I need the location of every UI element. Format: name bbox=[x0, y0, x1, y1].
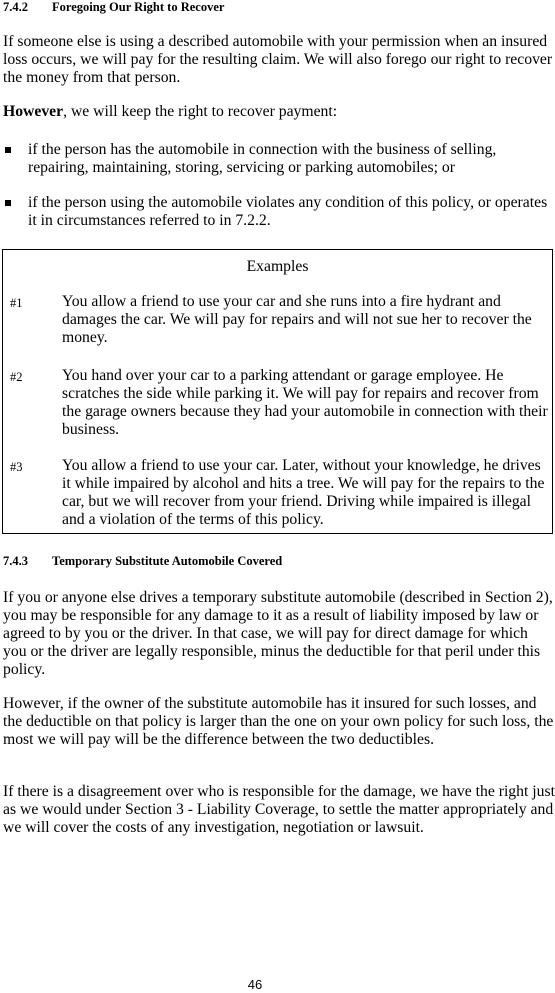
example-text: You allow a friend to use your car and she runs into a fire hydrant and damages the car. We will pay for repairs and will not sue her to recover the money. bbox=[62, 293, 532, 346]
examples-box bbox=[2, 249, 553, 534]
bullet-text: if the person has the automobile in connection with the business of selling, repairing, maintaining, storing, servicing or parking automobiles; or bbox=[28, 141, 497, 176]
example-number: #1 bbox=[10, 296, 23, 310]
page-number: 46 bbox=[247, 977, 263, 992]
bullet-text: if the person using the automobile violates any condition of this policy, or operates it in circumstances referred to in 7.2.2. bbox=[28, 194, 548, 229]
section-743-heading bbox=[3, 554, 282, 568]
section-742-number: 7.4.2 bbox=[3, 0, 28, 14]
section-743-title: Temporary Substitute Automobile Covered bbox=[52, 554, 283, 568]
examples-title: Examples bbox=[246, 258, 309, 275]
bullet-marker bbox=[5, 147, 11, 153]
section-742-title: Foregoing Our Right to Recover bbox=[52, 0, 225, 14]
example-text: You allow a friend to use your car. Later, without your knowledge, he drives it while impaired by alcohol and hits a tree. We will pay for the repairs to the car, but we will recover from your friend. Driving while impaired is illegal and a violation of the terms of this policy. bbox=[62, 457, 545, 528]
section-743-paragraph-1: If you or anyone else drives a temporary substitute automobile (described in Section 2), you may be responsible for any damage to it as a result of liability imposed by law or agreed to by you or the driver. In that case, we will pay for direct damage for which you or the driver are legally responsible, minus the deductible for that peril under this policy. bbox=[3, 589, 553, 678]
section-743-paragraph-2: However, if the owner of the substitute automobile has it insured for such losses, and the deductible on that policy is larger than the one on your own policy for such loss, the most we will pay will be the difference between the two deductibles. bbox=[3, 695, 554, 748]
example-number: #3 bbox=[10, 460, 23, 474]
section-742-heading bbox=[3, 0, 224, 14]
section-742-paragraph: If someone else is using a described automobile with your permission when an insured loss occurs, we will pay for the resulting claim. We will also forego our right to recover the money from that person. bbox=[3, 33, 553, 86]
however-rest: , we will keep the right to recover payment: bbox=[63, 103, 338, 120]
example-text: You hand over your car to a parking attendant or garage employee. He scratches the side while parking it. We will pay for repairs and recover from the garage owners because they had your automobile in connection with their business. bbox=[62, 367, 548, 438]
bullet-marker bbox=[5, 200, 11, 206]
example-number: #2 bbox=[10, 370, 23, 384]
section-743-paragraph-3: If there is a disagreement over who is responsible for the damage, we have the right just as we would under Section 3 - Liability Coverage, to settle the matter appropriately and we will cover the costs of any investigation, negotiation or lawsuit. bbox=[3, 783, 555, 836]
section-743-number: 7.4.3 bbox=[3, 554, 28, 568]
however-paragraph bbox=[3, 103, 555, 121]
however-bold: However bbox=[3, 103, 64, 120]
